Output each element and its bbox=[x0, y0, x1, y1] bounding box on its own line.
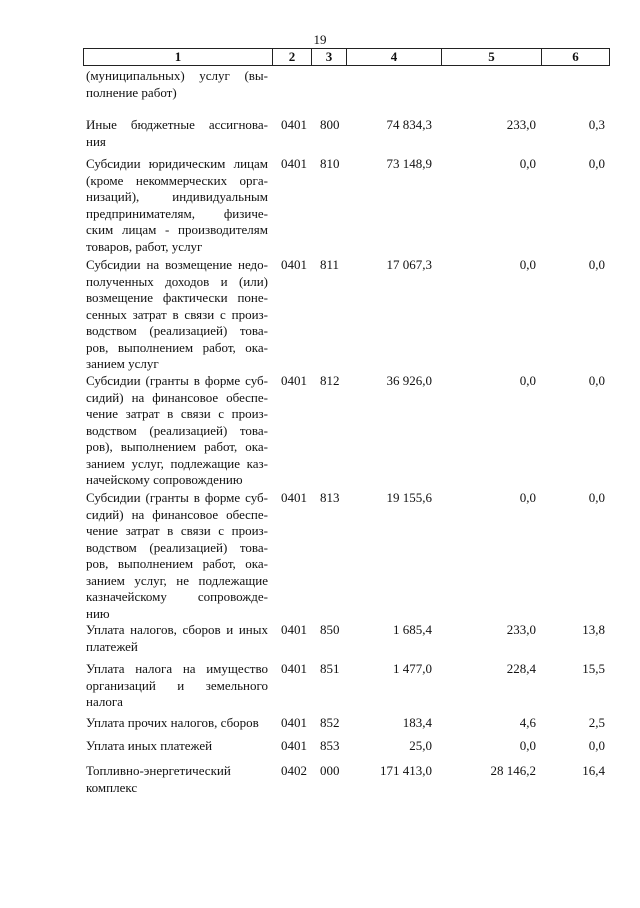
cell-c6: 0,0 bbox=[588, 738, 605, 753]
row-name-line: (кроме некоммерческих орга- bbox=[86, 172, 268, 188]
cell-c3: 000 bbox=[320, 763, 340, 778]
cell-c2: 0401 bbox=[281, 738, 307, 753]
cell-c4: 19 155,6 bbox=[386, 490, 432, 505]
row-name bbox=[86, 68, 268, 101]
row-name-line: чение затрат в связи с произ- bbox=[86, 406, 268, 421]
row-name-line: Уплата налогов, сборов и иных bbox=[86, 622, 268, 637]
cell-c6: 0,0 bbox=[588, 373, 605, 388]
cell-c5: 0,0 bbox=[519, 738, 536, 753]
cell-c3: 852 bbox=[320, 715, 340, 730]
row-name-line: налога bbox=[86, 694, 123, 709]
cell-c4: 36 926,0 bbox=[386, 373, 432, 388]
row-name bbox=[86, 715, 268, 732]
cell-c2: 0401 bbox=[281, 257, 307, 272]
row-name bbox=[86, 490, 268, 622]
row-name-line: ским лицам - производителям bbox=[86, 222, 268, 237]
cell-c5: 233,0 bbox=[506, 117, 536, 132]
row-name bbox=[86, 156, 268, 255]
row-name bbox=[86, 661, 268, 711]
cell-c5: 0,0 bbox=[519, 156, 536, 171]
cell-c3: 810 bbox=[320, 156, 340, 171]
cell-c2: 0401 bbox=[281, 156, 307, 171]
cell-c6: 0,0 bbox=[588, 257, 605, 272]
row-name-line: ров, выполнением работ, ока- bbox=[86, 339, 268, 355]
row-name-line: Уплата иных платежей bbox=[86, 738, 213, 753]
cell-c5: 0,0 bbox=[519, 490, 536, 505]
row-name-line: ния bbox=[86, 133, 106, 149]
row-name-line: водством (реализацией) това- bbox=[86, 323, 268, 338]
row-name-line: водством (реализацией) това- bbox=[86, 539, 268, 555]
row-name-line: чение затрат в связи с произ- bbox=[86, 523, 268, 538]
column-header-1: 1 bbox=[174, 49, 182, 64]
cell-c4: 1 477,0 bbox=[393, 661, 432, 676]
row-name-line: занием услуг, не подлежащие bbox=[86, 572, 268, 588]
column-header-3: 3 bbox=[325, 49, 333, 64]
row-name bbox=[86, 373, 268, 489]
row-name bbox=[86, 257, 268, 373]
column-header-4: 4 bbox=[390, 49, 398, 64]
row-name-line: Уплата налога на имущество bbox=[86, 661, 268, 676]
row-name bbox=[86, 622, 268, 655]
row-name-line: возмещение фактически поне- bbox=[86, 290, 268, 305]
cell-c5: 0,0 bbox=[519, 373, 536, 388]
cell-c2: 0401 bbox=[281, 490, 307, 505]
cell-c5: 228,4 bbox=[506, 661, 536, 676]
cell-c4: 25,0 bbox=[409, 738, 432, 753]
cell-c3: 851 bbox=[320, 661, 340, 676]
cell-c3: 800 bbox=[320, 117, 340, 132]
cell-c4: 17 067,3 bbox=[386, 257, 432, 272]
row-name-line: полнение работ) bbox=[86, 84, 177, 100]
cell-c5: 0,0 bbox=[519, 257, 536, 272]
row-name-line: занием услуг bbox=[86, 356, 159, 371]
cell-c3: 811 bbox=[320, 257, 340, 272]
row-name bbox=[86, 763, 268, 796]
column-header-5: 5 bbox=[488, 49, 495, 64]
cell-c2: 0401 bbox=[281, 117, 307, 132]
row-name-line: комплекс bbox=[86, 779, 138, 795]
row-name-line: полученных доходов и (или) bbox=[86, 273, 268, 289]
row-name-line: ров, выполнением работ, ока- bbox=[86, 556, 268, 571]
row-name-line: низаций), индивидуальным bbox=[86, 189, 268, 204]
cell-c4: 73 148,9 bbox=[386, 156, 432, 171]
row-name-line: предпринимателям, физиче- bbox=[86, 205, 268, 221]
cell-c2: 0401 bbox=[281, 622, 307, 637]
cell-c6: 13,8 bbox=[582, 622, 605, 637]
cell-c6: 0,3 bbox=[588, 117, 605, 132]
row-name-line: сенных затрат в связи с произ- bbox=[86, 306, 268, 322]
page-number: 19 bbox=[313, 32, 327, 47]
cell-c2: 0401 bbox=[281, 715, 307, 730]
row-name-line: Субсидии (гранты в форме суб- bbox=[86, 490, 268, 505]
row-name-line: Субсидии на возмещение недо- bbox=[86, 257, 268, 272]
row-name-line: Субсидии (гранты в форме суб- bbox=[86, 373, 268, 388]
cell-c5: 233,0 bbox=[506, 622, 536, 637]
cell-c6: 0,0 bbox=[588, 156, 605, 171]
row-name-line: Топливно-энергетический bbox=[86, 763, 231, 778]
cell-c6: 15,5 bbox=[582, 661, 605, 676]
cell-c4: 183,4 bbox=[402, 715, 432, 730]
cell-c2: 0401 bbox=[281, 661, 307, 676]
row-name-line: Субсидии юридическим лицам bbox=[86, 156, 268, 171]
row-name-line: товаров, работ, услуг bbox=[86, 238, 203, 254]
cell-c3: 813 bbox=[320, 490, 340, 505]
row-name-line: (муниципальных) услуг (вы- bbox=[86, 68, 268, 83]
cell-c3: 853 bbox=[320, 738, 340, 753]
row-name-line: организаций и земельного bbox=[86, 677, 268, 693]
row-name-line: нию bbox=[86, 605, 110, 621]
row-name-line: Иные бюджетные ассигнова- bbox=[86, 117, 268, 132]
row-name-line: платежей bbox=[86, 638, 138, 654]
cell-c2: 0402 bbox=[281, 763, 307, 778]
row-name-line: сидий) на финансовое обеспе- bbox=[86, 506, 268, 522]
cell-c6: 0,0 bbox=[588, 490, 605, 505]
cell-c3: 812 bbox=[320, 373, 340, 388]
cell-c3: 850 bbox=[320, 622, 340, 637]
row-name bbox=[86, 738, 268, 755]
row-name-line: начейскому сопровождению bbox=[86, 472, 243, 487]
row-name bbox=[86, 117, 268, 150]
column-header-6: 6 bbox=[572, 49, 579, 64]
row-name-line: казначейскому сопровожде- bbox=[86, 589, 268, 604]
column-header-2: 2 bbox=[288, 49, 296, 64]
cell-c4: 1 685,4 bbox=[393, 622, 432, 637]
row-name-line: Уплата прочих налогов, сборов bbox=[86, 715, 259, 730]
cell-c5: 28 146,2 bbox=[490, 763, 536, 778]
cell-c6: 2,5 bbox=[588, 715, 605, 730]
cell-c5: 4,6 bbox=[519, 715, 536, 730]
row-name-line: водством (реализацией) това- bbox=[86, 422, 268, 438]
row-name-line: ров), выполнением работ, ока- bbox=[86, 439, 268, 454]
cell-c2: 0401 bbox=[281, 373, 307, 388]
row-name-line: занием услуг, подлежащие каз- bbox=[86, 455, 268, 471]
table-header-divider bbox=[609, 48, 610, 66]
cell-c6: 16,4 bbox=[582, 763, 605, 778]
row-name-line: сидий) на финансовое обеспе- bbox=[86, 389, 268, 405]
cell-c4: 171 413,0 bbox=[380, 763, 432, 778]
cell-c4: 74 834,3 bbox=[386, 117, 432, 132]
